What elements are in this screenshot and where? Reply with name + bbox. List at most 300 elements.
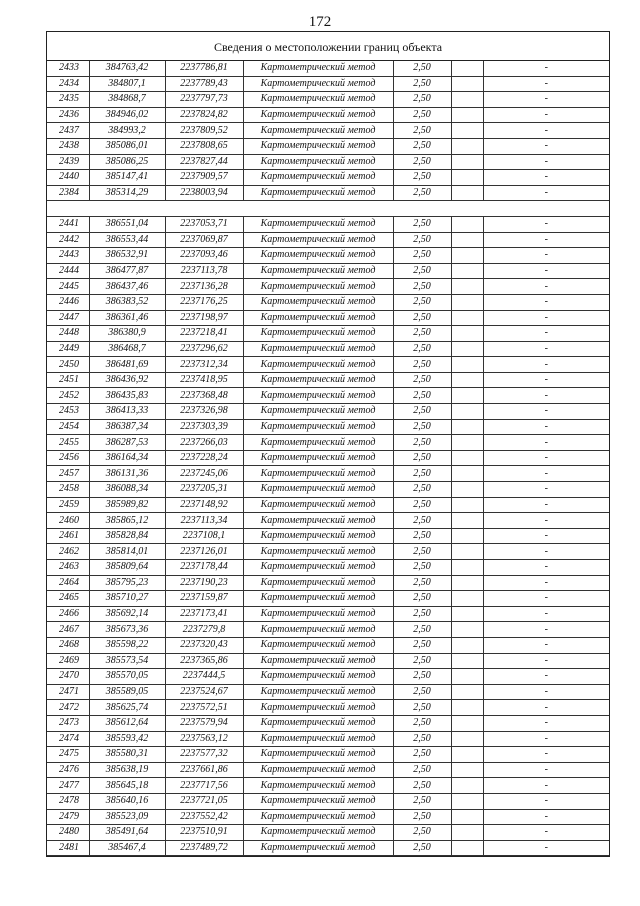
table-row bbox=[47, 279, 609, 295]
accuracy-cell: 2,50 bbox=[393, 778, 451, 794]
description-cell bbox=[451, 326, 483, 342]
table-row bbox=[47, 76, 609, 92]
x-coordinate-cell: 385570,05 bbox=[89, 669, 165, 685]
accuracy-cell: 2,50 bbox=[393, 279, 451, 295]
description-cell bbox=[451, 715, 483, 731]
x-coordinate-cell: 385640,16 bbox=[89, 793, 165, 809]
accuracy-cell: 2,50 bbox=[393, 544, 451, 560]
table-row bbox=[47, 637, 609, 653]
method-cell: Картометрический метод bbox=[243, 232, 393, 248]
accuracy-cell: 2,50 bbox=[393, 825, 451, 841]
point-number-cell: 2449 bbox=[47, 341, 89, 357]
accuracy-cell: 2,50 bbox=[393, 107, 451, 123]
table-row bbox=[47, 809, 609, 825]
accuracy-cell: 2,50 bbox=[393, 731, 451, 747]
point-number-cell: 2439 bbox=[47, 154, 89, 170]
note-cell: - bbox=[483, 497, 609, 513]
point-number-cell: 2471 bbox=[47, 684, 89, 700]
method-cell: Картометрический метод bbox=[243, 466, 393, 482]
y-coordinate-cell: 2237148,92 bbox=[165, 497, 243, 513]
y-coordinate-cell: 2238003,94 bbox=[165, 185, 243, 201]
accuracy-cell: 2,50 bbox=[393, 793, 451, 809]
note-cell: - bbox=[483, 310, 609, 326]
accuracy-cell: 2,50 bbox=[393, 669, 451, 685]
point-number-cell: 2461 bbox=[47, 528, 89, 544]
note-cell: - bbox=[483, 715, 609, 731]
method-cell: Картометрический метод bbox=[243, 544, 393, 560]
table-row bbox=[47, 528, 609, 544]
x-coordinate-cell: 385612,64 bbox=[89, 715, 165, 731]
description-cell bbox=[451, 232, 483, 248]
point-number-cell: 2443 bbox=[47, 248, 89, 264]
point-number-cell: 2481 bbox=[47, 840, 89, 856]
note-cell: - bbox=[483, 294, 609, 310]
table-row bbox=[47, 560, 609, 576]
table-row bbox=[47, 310, 609, 326]
y-coordinate-cell: 2237721,05 bbox=[165, 793, 243, 809]
method-cell: Картометрический метод bbox=[243, 778, 393, 794]
point-number-cell: 2457 bbox=[47, 466, 89, 482]
y-coordinate-cell: 2237572,51 bbox=[165, 700, 243, 716]
note-cell: - bbox=[483, 92, 609, 108]
accuracy-cell: 2,50 bbox=[393, 404, 451, 420]
x-coordinate-cell: 385573,54 bbox=[89, 653, 165, 669]
coordinates-table bbox=[47, 61, 609, 856]
note-cell: - bbox=[483, 700, 609, 716]
table-row bbox=[47, 684, 609, 700]
accuracy-cell: 2,50 bbox=[393, 61, 451, 76]
note-cell: - bbox=[483, 154, 609, 170]
method-cell: Картометрический метод bbox=[243, 107, 393, 123]
method-cell: Картометрический метод bbox=[243, 528, 393, 544]
note-cell: - bbox=[483, 61, 609, 76]
point-number-cell: 2465 bbox=[47, 591, 89, 607]
y-coordinate-cell: 2237312,34 bbox=[165, 357, 243, 373]
description-cell bbox=[451, 669, 483, 685]
method-cell: Картометрический метод bbox=[243, 138, 393, 154]
point-number-cell: 2437 bbox=[47, 123, 89, 139]
point-number-cell: 2468 bbox=[47, 637, 89, 653]
table-row bbox=[47, 700, 609, 716]
note-cell: - bbox=[483, 606, 609, 622]
description-cell bbox=[451, 466, 483, 482]
point-number-cell: 2434 bbox=[47, 76, 89, 92]
description-cell bbox=[451, 216, 483, 232]
y-coordinate-cell: 2237108,1 bbox=[165, 528, 243, 544]
method-cell: Картометрический метод bbox=[243, 326, 393, 342]
accuracy-cell: 2,50 bbox=[393, 92, 451, 108]
y-coordinate-cell: 2237279,8 bbox=[165, 622, 243, 638]
y-coordinate-cell: 2237489,72 bbox=[165, 840, 243, 856]
accuracy-cell: 2,50 bbox=[393, 497, 451, 513]
table-row bbox=[47, 544, 609, 560]
note-cell: - bbox=[483, 560, 609, 576]
note-cell: - bbox=[483, 263, 609, 279]
point-number-cell: 2470 bbox=[47, 669, 89, 685]
accuracy-cell: 2,50 bbox=[393, 154, 451, 170]
accuracy-cell: 2,50 bbox=[393, 326, 451, 342]
point-number-cell: 2448 bbox=[47, 326, 89, 342]
y-coordinate-cell: 2237579,94 bbox=[165, 715, 243, 731]
y-coordinate-cell: 2237797,73 bbox=[165, 92, 243, 108]
accuracy-cell: 2,50 bbox=[393, 606, 451, 622]
description-cell bbox=[451, 637, 483, 653]
method-cell: Картометрический метод bbox=[243, 341, 393, 357]
table-row bbox=[47, 248, 609, 264]
description-cell bbox=[451, 248, 483, 264]
method-cell: Картометрический метод bbox=[243, 700, 393, 716]
point-number-cell: 2441 bbox=[47, 216, 89, 232]
point-number-cell: 2467 bbox=[47, 622, 89, 638]
note-cell: - bbox=[483, 591, 609, 607]
y-coordinate-cell: 2237552,42 bbox=[165, 809, 243, 825]
y-coordinate-cell: 2237178,44 bbox=[165, 560, 243, 576]
point-number-cell: 2456 bbox=[47, 450, 89, 466]
y-coordinate-cell: 2237266,03 bbox=[165, 435, 243, 451]
accuracy-cell: 2,50 bbox=[393, 575, 451, 591]
y-coordinate-cell: 2237053,71 bbox=[165, 216, 243, 232]
table-row bbox=[47, 825, 609, 841]
page-number: 172 bbox=[308, 14, 332, 30]
method-cell: Картометрический метод bbox=[243, 294, 393, 310]
note-cell: - bbox=[483, 762, 609, 778]
x-coordinate-cell: 385673,36 bbox=[89, 622, 165, 638]
point-number-cell: 2480 bbox=[47, 825, 89, 841]
accuracy-cell: 2,50 bbox=[393, 809, 451, 825]
note-cell: - bbox=[483, 248, 609, 264]
point-number-cell: 2452 bbox=[47, 388, 89, 404]
accuracy-cell: 2,50 bbox=[393, 185, 451, 201]
note-cell: - bbox=[483, 684, 609, 700]
note-cell: - bbox=[483, 138, 609, 154]
accuracy-cell: 2,50 bbox=[393, 216, 451, 232]
method-cell: Картометрический метод bbox=[243, 637, 393, 653]
method-cell: Картометрический метод bbox=[243, 575, 393, 591]
x-coordinate-cell: 384868,7 bbox=[89, 92, 165, 108]
note-cell: - bbox=[483, 637, 609, 653]
description-cell bbox=[451, 435, 483, 451]
description-cell bbox=[451, 185, 483, 201]
description-cell bbox=[451, 544, 483, 560]
accuracy-cell: 2,50 bbox=[393, 528, 451, 544]
accuracy-cell: 2,50 bbox=[393, 76, 451, 92]
y-coordinate-cell: 2237296,62 bbox=[165, 341, 243, 357]
table-row bbox=[47, 232, 609, 248]
table-row bbox=[47, 606, 609, 622]
accuracy-cell: 2,50 bbox=[393, 653, 451, 669]
x-coordinate-cell: 385086,01 bbox=[89, 138, 165, 154]
method-cell: Картометрический метод bbox=[243, 591, 393, 607]
note-cell: - bbox=[483, 544, 609, 560]
x-coordinate-cell: 384807,1 bbox=[89, 76, 165, 92]
y-coordinate-cell: 2237173,41 bbox=[165, 606, 243, 622]
point-number-cell: 2433 bbox=[47, 61, 89, 76]
method-cell: Картометрический метод bbox=[243, 825, 393, 841]
table-row bbox=[47, 61, 609, 76]
method-cell: Картометрический метод bbox=[243, 669, 393, 685]
method-cell: Картометрический метод bbox=[243, 435, 393, 451]
x-coordinate-cell: 386532,91 bbox=[89, 248, 165, 264]
method-cell: Картометрический метод bbox=[243, 497, 393, 513]
y-coordinate-cell: 2237824,82 bbox=[165, 107, 243, 123]
table-row bbox=[47, 326, 609, 342]
description-cell bbox=[451, 528, 483, 544]
table-row bbox=[47, 154, 609, 170]
x-coordinate-cell: 384763,42 bbox=[89, 61, 165, 76]
accuracy-cell: 2,50 bbox=[393, 637, 451, 653]
description-cell bbox=[451, 61, 483, 76]
x-coordinate-cell: 385491,64 bbox=[89, 825, 165, 841]
table-row bbox=[47, 840, 609, 856]
description-cell bbox=[451, 700, 483, 716]
x-coordinate-cell: 385710,27 bbox=[89, 591, 165, 607]
point-number-cell: 2384 bbox=[47, 185, 89, 201]
method-cell: Картометрический метод bbox=[243, 310, 393, 326]
point-number-cell: 2476 bbox=[47, 762, 89, 778]
method-cell: Картометрический метод bbox=[243, 185, 393, 201]
description-cell bbox=[451, 154, 483, 170]
note-cell: - bbox=[483, 466, 609, 482]
note-cell: - bbox=[483, 372, 609, 388]
description-cell bbox=[451, 513, 483, 529]
accuracy-cell: 2,50 bbox=[393, 294, 451, 310]
note-cell: - bbox=[483, 216, 609, 232]
table-row bbox=[47, 341, 609, 357]
description-cell bbox=[451, 762, 483, 778]
note-cell: - bbox=[483, 326, 609, 342]
note-cell: - bbox=[483, 622, 609, 638]
accuracy-cell: 2,50 bbox=[393, 591, 451, 607]
method-cell: Картометрический метод bbox=[243, 404, 393, 420]
table-row bbox=[47, 575, 609, 591]
separator-row bbox=[47, 201, 609, 217]
accuracy-cell: 2,50 bbox=[393, 357, 451, 373]
point-number-cell: 2474 bbox=[47, 731, 89, 747]
note-cell: - bbox=[483, 513, 609, 529]
point-number-cell: 2478 bbox=[47, 793, 89, 809]
description-cell bbox=[451, 575, 483, 591]
description-cell bbox=[451, 76, 483, 92]
y-coordinate-cell: 2237827,44 bbox=[165, 154, 243, 170]
table-row bbox=[47, 372, 609, 388]
method-cell: Картометрический метод bbox=[243, 793, 393, 809]
table-row bbox=[47, 107, 609, 123]
y-coordinate-cell: 2237563,12 bbox=[165, 731, 243, 747]
boundary-coordinates-sheet bbox=[46, 31, 610, 857]
point-number-cell: 2454 bbox=[47, 419, 89, 435]
point-number-cell: 2463 bbox=[47, 560, 89, 576]
accuracy-cell: 2,50 bbox=[393, 622, 451, 638]
note-cell: - bbox=[483, 404, 609, 420]
method-cell: Картометрический метод bbox=[243, 357, 393, 373]
note-cell: - bbox=[483, 575, 609, 591]
point-number-cell: 2477 bbox=[47, 778, 89, 794]
description-cell bbox=[451, 809, 483, 825]
y-coordinate-cell: 2237365,86 bbox=[165, 653, 243, 669]
note-cell: - bbox=[483, 107, 609, 123]
note-cell: - bbox=[483, 450, 609, 466]
point-number-cell: 2473 bbox=[47, 715, 89, 731]
description-cell bbox=[451, 357, 483, 373]
table-row bbox=[47, 185, 609, 201]
x-coordinate-cell: 385467,4 bbox=[89, 840, 165, 856]
accuracy-cell: 2,50 bbox=[393, 341, 451, 357]
y-coordinate-cell: 2237320,43 bbox=[165, 637, 243, 653]
x-coordinate-cell: 386383,52 bbox=[89, 294, 165, 310]
x-coordinate-cell: 385593,42 bbox=[89, 731, 165, 747]
x-coordinate-cell: 384993,2 bbox=[89, 123, 165, 139]
description-cell bbox=[451, 372, 483, 388]
method-cell: Картометрический метод bbox=[243, 762, 393, 778]
table-row bbox=[47, 482, 609, 498]
method-cell: Картометрический метод bbox=[243, 450, 393, 466]
y-coordinate-cell: 2237808,65 bbox=[165, 138, 243, 154]
y-coordinate-cell: 2237326,98 bbox=[165, 404, 243, 420]
point-number-cell: 2453 bbox=[47, 404, 89, 420]
note-cell: - bbox=[483, 653, 609, 669]
x-coordinate-cell: 385692,14 bbox=[89, 606, 165, 622]
description-cell bbox=[451, 747, 483, 763]
y-coordinate-cell: 2237113,34 bbox=[165, 513, 243, 529]
table-row bbox=[47, 762, 609, 778]
description-cell bbox=[451, 497, 483, 513]
accuracy-cell: 2,50 bbox=[393, 138, 451, 154]
point-number-cell: 2464 bbox=[47, 575, 89, 591]
description-cell bbox=[451, 310, 483, 326]
description-cell bbox=[451, 419, 483, 435]
x-coordinate-cell: 386131,36 bbox=[89, 466, 165, 482]
y-coordinate-cell: 2237069,87 bbox=[165, 232, 243, 248]
method-cell: Картометрический метод bbox=[243, 482, 393, 498]
description-cell bbox=[451, 560, 483, 576]
y-coordinate-cell: 2237205,31 bbox=[165, 482, 243, 498]
table-row bbox=[47, 419, 609, 435]
table-row bbox=[47, 497, 609, 513]
point-number-cell: 2438 bbox=[47, 138, 89, 154]
table-row bbox=[47, 653, 609, 669]
point-number-cell: 2440 bbox=[47, 170, 89, 186]
y-coordinate-cell: 2237661,86 bbox=[165, 762, 243, 778]
x-coordinate-cell: 385589,05 bbox=[89, 684, 165, 700]
description-cell bbox=[451, 294, 483, 310]
y-coordinate-cell: 2237228,24 bbox=[165, 450, 243, 466]
y-coordinate-cell: 2237717,56 bbox=[165, 778, 243, 794]
point-number-cell: 2455 bbox=[47, 435, 89, 451]
table-row bbox=[47, 747, 609, 763]
point-number-cell: 2451 bbox=[47, 372, 89, 388]
accuracy-cell: 2,50 bbox=[393, 684, 451, 700]
y-coordinate-cell: 2237218,41 bbox=[165, 326, 243, 342]
note-cell: - bbox=[483, 357, 609, 373]
table-row bbox=[47, 591, 609, 607]
x-coordinate-cell: 385814,01 bbox=[89, 544, 165, 560]
y-coordinate-cell: 2237368,48 bbox=[165, 388, 243, 404]
y-coordinate-cell: 2237789,43 bbox=[165, 76, 243, 92]
method-cell: Картометрический метод bbox=[243, 154, 393, 170]
y-coordinate-cell: 2237786,81 bbox=[165, 61, 243, 76]
method-cell: Картометрический метод bbox=[243, 840, 393, 856]
accuracy-cell: 2,50 bbox=[393, 388, 451, 404]
point-number-cell: 2459 bbox=[47, 497, 89, 513]
x-coordinate-cell: 385625,74 bbox=[89, 700, 165, 716]
x-coordinate-cell: 385989,82 bbox=[89, 497, 165, 513]
y-coordinate-cell: 2237444,5 bbox=[165, 669, 243, 685]
accuracy-cell: 2,50 bbox=[393, 435, 451, 451]
x-coordinate-cell: 385523,09 bbox=[89, 809, 165, 825]
method-cell: Картометрический метод bbox=[243, 61, 393, 76]
y-coordinate-cell: 2237093,46 bbox=[165, 248, 243, 264]
note-cell: - bbox=[483, 435, 609, 451]
method-cell: Картометрический метод bbox=[243, 170, 393, 186]
note-cell: - bbox=[483, 232, 609, 248]
coordinates-table-body bbox=[47, 61, 609, 856]
table-row bbox=[47, 138, 609, 154]
note-cell: - bbox=[483, 793, 609, 809]
method-cell: Картометрический метод bbox=[243, 419, 393, 435]
accuracy-cell: 2,50 bbox=[393, 840, 451, 856]
method-cell: Картометрический метод bbox=[243, 92, 393, 108]
description-cell bbox=[451, 170, 483, 186]
y-coordinate-cell: 2237577,32 bbox=[165, 747, 243, 763]
x-coordinate-cell: 385638,19 bbox=[89, 762, 165, 778]
point-number-cell: 2444 bbox=[47, 263, 89, 279]
x-coordinate-cell: 386380,9 bbox=[89, 326, 165, 342]
point-number-cell: 2450 bbox=[47, 357, 89, 373]
table-row bbox=[47, 92, 609, 108]
y-coordinate-cell: 2237190,23 bbox=[165, 575, 243, 591]
accuracy-cell: 2,50 bbox=[393, 419, 451, 435]
description-cell bbox=[451, 825, 483, 841]
point-number-cell: 2446 bbox=[47, 294, 89, 310]
accuracy-cell: 2,50 bbox=[393, 560, 451, 576]
y-coordinate-cell: 2237176,25 bbox=[165, 294, 243, 310]
table-row bbox=[47, 513, 609, 529]
point-number-cell: 2475 bbox=[47, 747, 89, 763]
table-row bbox=[47, 216, 609, 232]
accuracy-cell: 2,50 bbox=[393, 123, 451, 139]
point-number-cell: 2466 bbox=[47, 606, 89, 622]
x-coordinate-cell: 385086,25 bbox=[89, 154, 165, 170]
point-number-cell: 2442 bbox=[47, 232, 89, 248]
separator-cell bbox=[47, 201, 609, 217]
table-row bbox=[47, 263, 609, 279]
note-cell: - bbox=[483, 341, 609, 357]
description-cell bbox=[451, 404, 483, 420]
description-cell bbox=[451, 622, 483, 638]
table-row bbox=[47, 715, 609, 731]
method-cell: Картометрический метод bbox=[243, 622, 393, 638]
description-cell bbox=[451, 606, 483, 622]
note-cell: - bbox=[483, 825, 609, 841]
x-coordinate-cell: 385147,41 bbox=[89, 170, 165, 186]
point-number-cell: 2460 bbox=[47, 513, 89, 529]
y-coordinate-cell: 2237198,97 bbox=[165, 310, 243, 326]
x-coordinate-cell: 385580,31 bbox=[89, 747, 165, 763]
x-coordinate-cell: 386553,44 bbox=[89, 232, 165, 248]
method-cell: Картометрический метод bbox=[243, 76, 393, 92]
x-coordinate-cell: 385314,29 bbox=[89, 185, 165, 201]
point-number-cell: 2458 bbox=[47, 482, 89, 498]
section-title: Сведения о местоположении границ объекта bbox=[47, 32, 609, 61]
table-row bbox=[47, 404, 609, 420]
table-row bbox=[47, 357, 609, 373]
x-coordinate-cell: 386361,46 bbox=[89, 310, 165, 326]
point-number-cell: 2479 bbox=[47, 809, 89, 825]
description-cell bbox=[451, 263, 483, 279]
method-cell: Картометрический метод bbox=[243, 513, 393, 529]
method-cell: Картометрический метод bbox=[243, 606, 393, 622]
method-cell: Картометрический метод bbox=[243, 809, 393, 825]
